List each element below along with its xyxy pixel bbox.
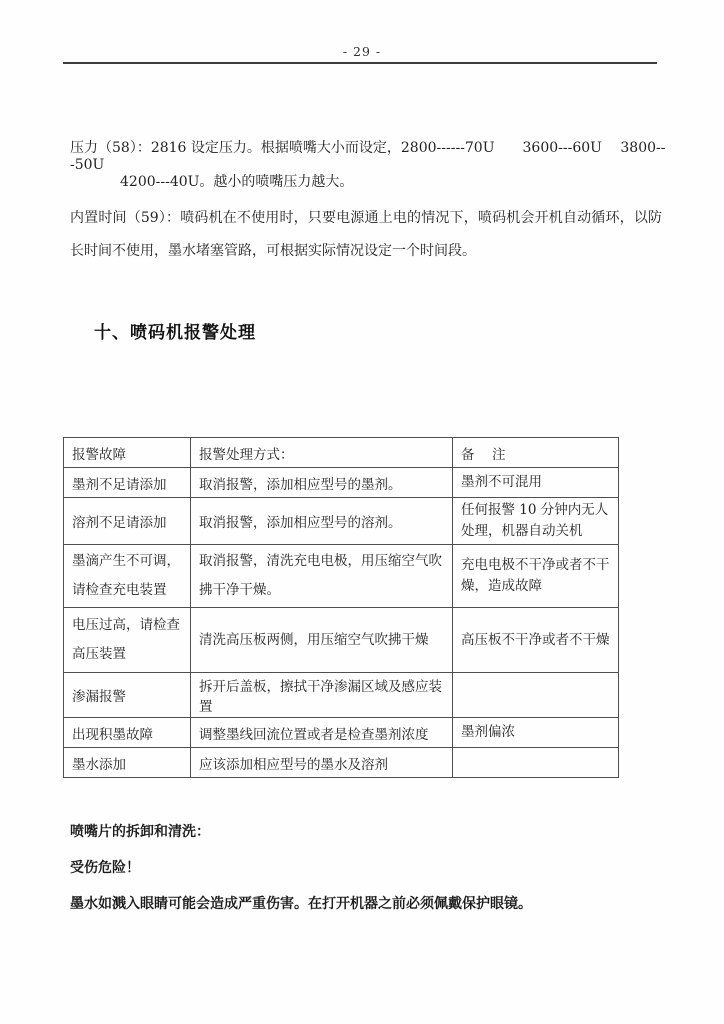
alarm-table [63,437,619,778]
table-row [64,498,619,545]
paragraph-pressure-line2: 4200---40U。越小的喷嘴压力越大。 [120,174,354,190]
header-rule [63,62,657,64]
section-title: 十、喷码机报警处理 [94,323,256,343]
table-row [64,748,619,778]
table-row [64,468,619,498]
fault-cell: 电压过高，请检查高压装置 [64,608,191,673]
header-action: 报警处理方式： [191,438,453,468]
fault-cell: 墨剂不足请添加 [64,468,191,498]
fault-cell: 出现积墨故障 [64,718,191,748]
paragraph-pressure-line1: 压力（58）：2816 设定压力。根据喷嘴大小而设定，2800------70U 3600---60U 3800---50U [70,140,666,173]
action-cell: 拆开后盖板，擦拭干净渗漏区域及感应装置 [191,673,453,718]
fault-cell: 溶剂不足请添加 [64,498,191,545]
remark-cell: 墨剂偏浓 [453,718,619,748]
page-number: - 29 - [342,44,382,59]
warning-detail: 墨水如溅入眼睛可能会造成严重伤害。在打开机器之前必须佩戴保护眼镜。 [70,896,532,912]
fault-cell: 渗漏报警 [64,673,191,718]
action-cell: 取消报警，添加相应型号的溶剂。 [191,498,453,545]
warning-title: 喷嘴片的拆卸和清洗： [70,824,210,840]
remark-cell: 高压板不干净或者不干燥 [453,608,619,673]
remark-cell: 墨剂不可混用 [453,468,619,498]
fault-cell: 墨水添加 [64,748,191,778]
table-row [64,608,619,673]
table-row [64,673,619,718]
action-cell: 取消报警，清洗充电电极，用压缩空气吹拂干净干燥。 [191,545,453,608]
remark-cell: 充电电极不干净或者不干燥，造成故障 [453,545,619,608]
remark-cell [453,673,619,718]
paragraph-builtin-time: 内置时间（59）：喷码机在不使用时，只要电源通上电的情况下，喷码机会开机自动循环，以防长时间不使用，墨水堵塞管路，可根据实际情况设定一个时间段。 [70,210,662,259]
action-cell: 取消报警，添加相应型号的墨剂。 [191,468,453,498]
action-cell: 调整墨线回流位置或者是检查墨剂浓度 [191,718,453,748]
warning-block [70,814,670,922]
warning-danger: 受伤危险！ [70,860,140,876]
header-fault: 报警故障 [64,438,191,468]
remark-cell [453,748,619,778]
action-cell: 应该添加相应型号的墨水及溶剂 [191,748,453,778]
action-cell: 清洗高压板两侧，用压缩空气吹拂干燥 [191,608,453,673]
table-row [64,718,619,748]
table-header-row [64,438,619,468]
table-row [64,545,619,608]
header-remark: 备 注 [453,438,619,468]
fault-cell: 墨滴产生不可调，请检查充电装置 [64,545,191,608]
remark-cell: 任何报警 10 分钟内无人处理，机器自动关机 [453,498,619,545]
